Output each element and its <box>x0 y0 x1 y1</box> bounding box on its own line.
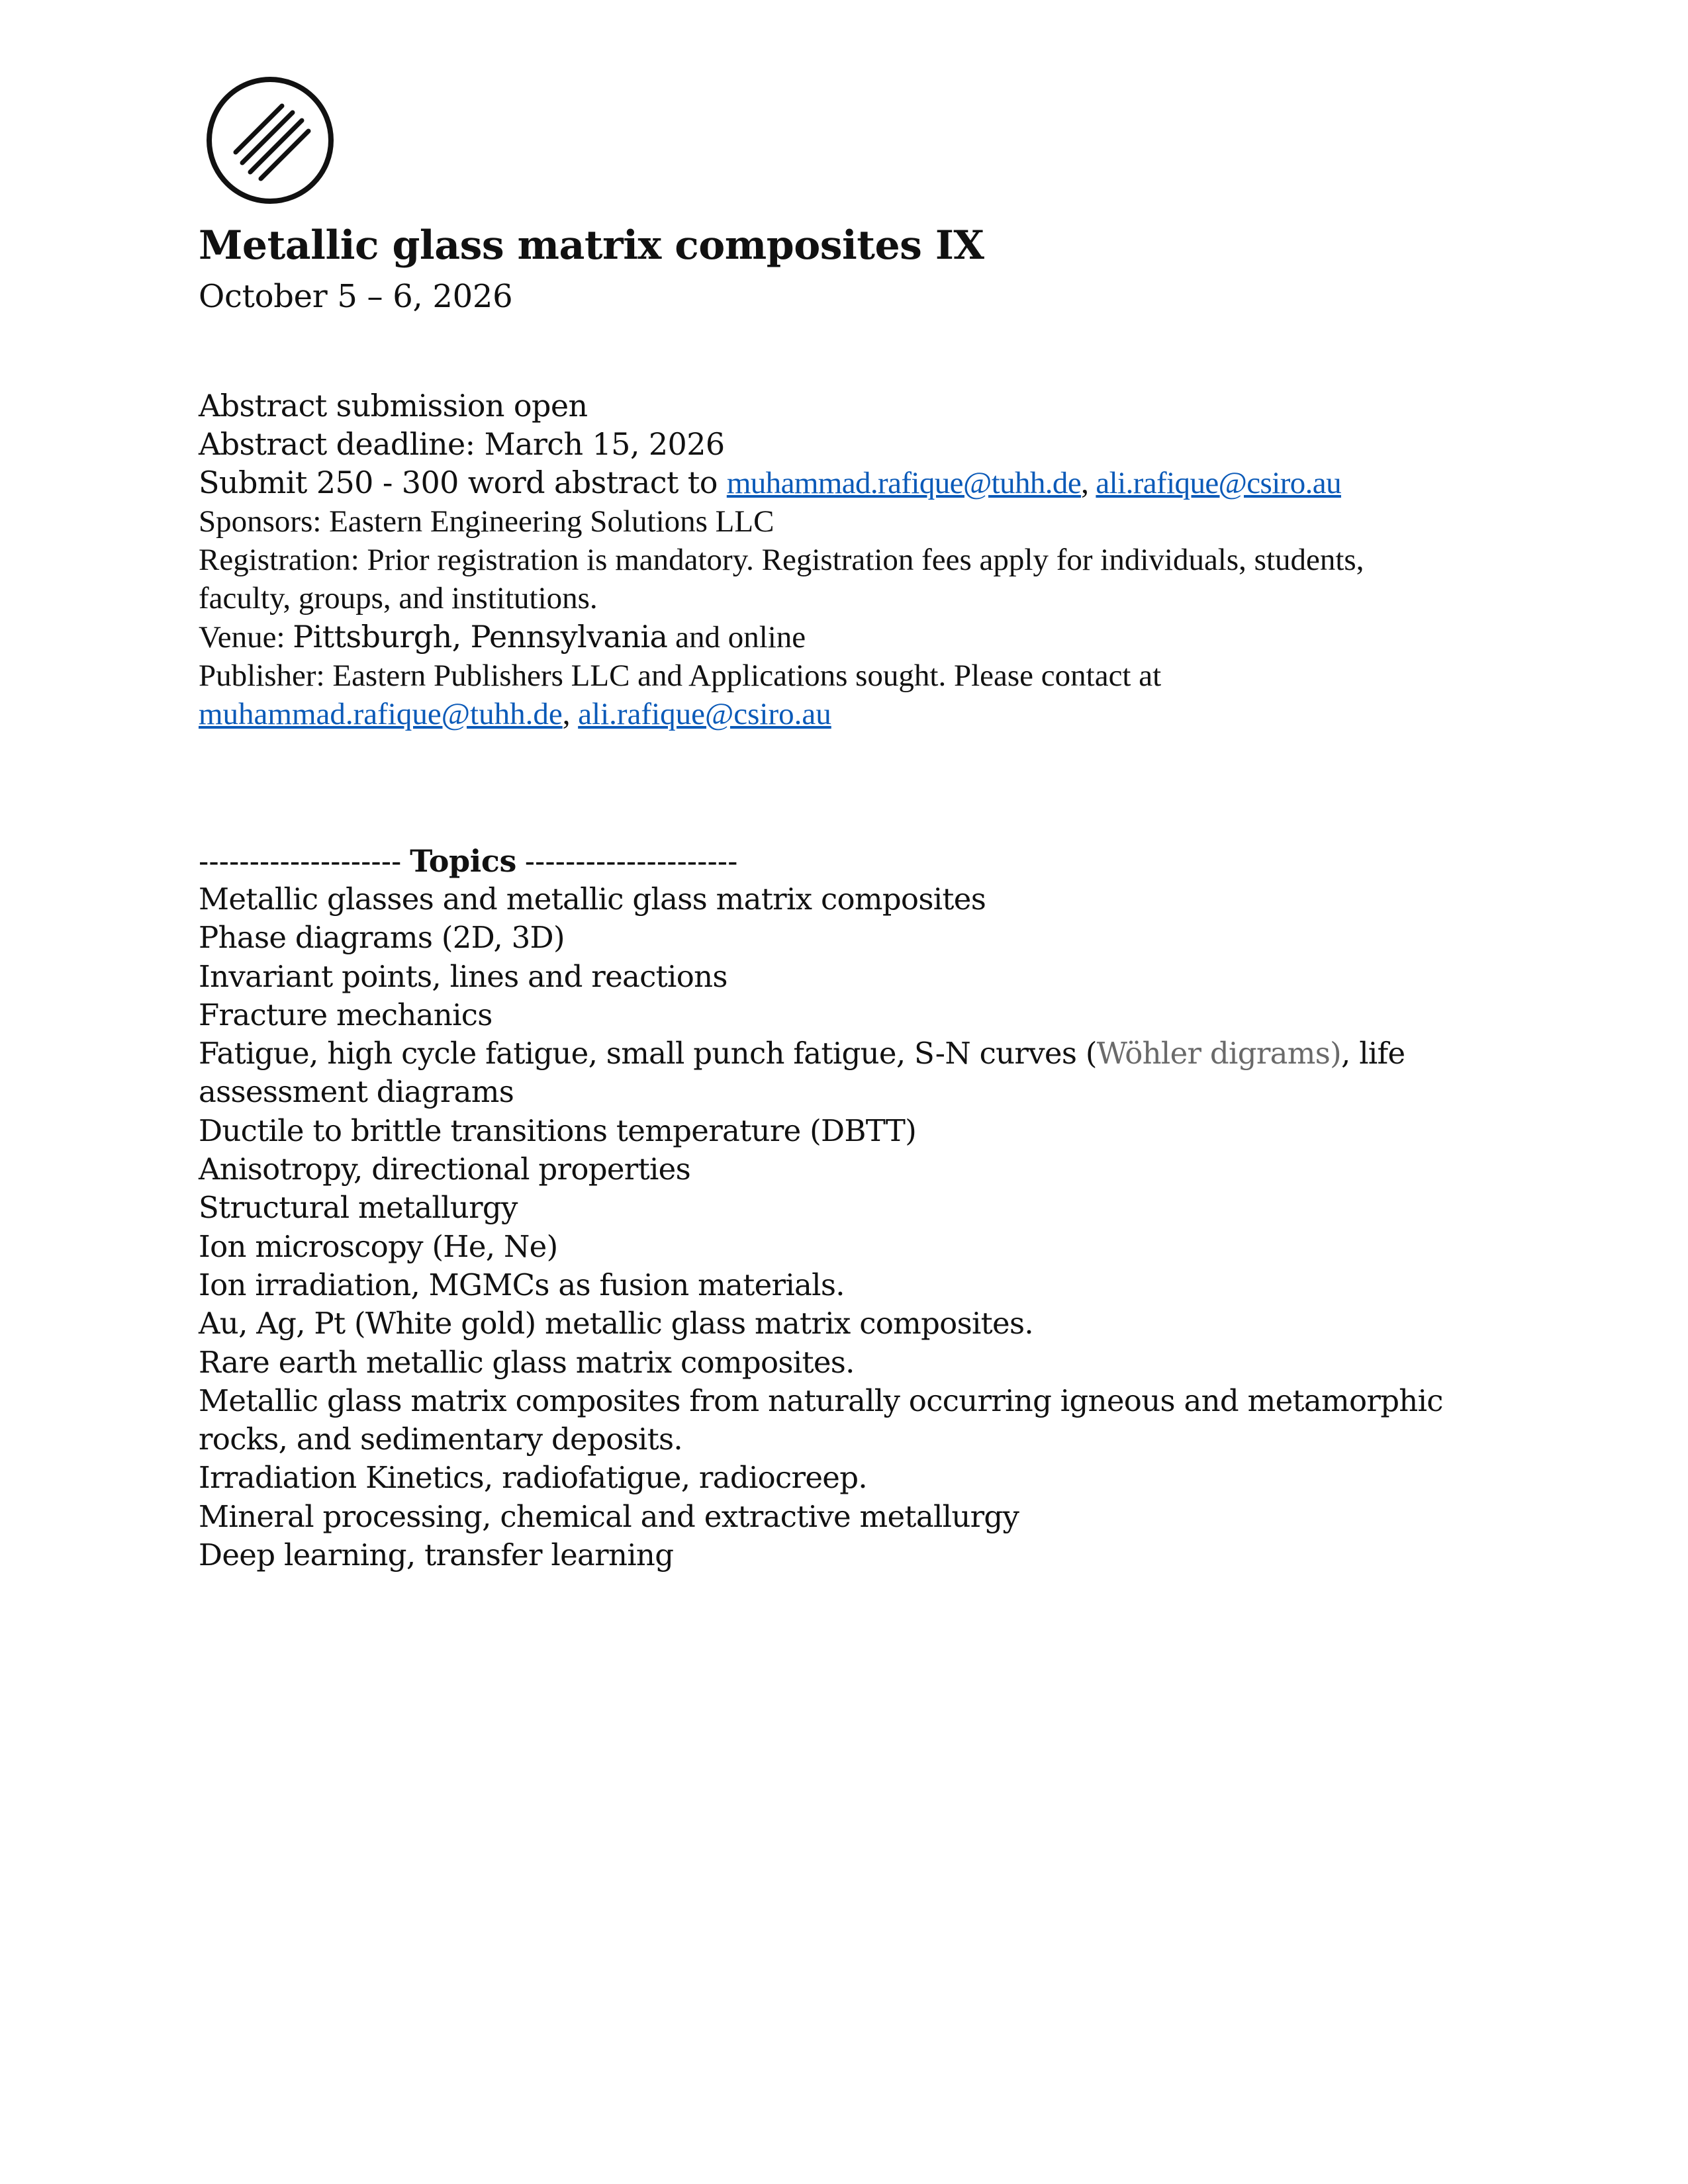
list-item: Metallic glasses and metallic glass matrix composites <box>199 882 986 917</box>
fatigue-gray-text: Wöhler digrams) <box>1096 1036 1341 1071</box>
fatigue-suffix: , life <box>1340 1036 1405 1071</box>
venue-value: Pittsburgh, Pennsylvania <box>293 619 668 655</box>
submit-email-link-1[interactable]: muhammad.rafique@tuhh.de <box>726 466 1082 500</box>
list-item: Deep learning, transfer learning <box>199 1537 674 1573</box>
list-item: Ductile to brittle transitions temperature (DBTT) <box>199 1113 917 1148</box>
list-item-continued: rocks, and sedimentary deposits. <box>199 1422 682 1457</box>
fatigue-text: Fatigue, high cycle fatigue, small punch fatigue, S-N curves ( <box>199 1036 1097 1071</box>
topics-heading <box>199 842 1496 880</box>
submit-instructions <box>199 463 1496 502</box>
list-item-fatigue-continued: assessment diagrams <box>199 1074 514 1110</box>
publisher: Publisher: Eastern Publishers LLC and Applications sought. Please contact at <box>199 659 1162 693</box>
event-info <box>199 387 1496 733</box>
list-item: Ion microscopy (He, Ne) <box>199 1228 558 1264</box>
venue-label: Venue: <box>199 620 293 655</box>
list-item: Fracture mechanics <box>199 997 492 1032</box>
publisher-contacts <box>199 695 1496 733</box>
contact-separator: , <box>562 697 579 731</box>
list-item: Mineral processing, chemical and extractive metallurgy <box>199 1498 1019 1534</box>
topics-divider-left: -------------------- <box>199 844 410 878</box>
conference-logo <box>204 74 336 206</box>
list-item-fatigue <box>199 1034 1496 1073</box>
submission-status: Abstract submission open <box>199 388 588 424</box>
contact-email-link-2[interactable]: ali.rafique@csiro.au <box>578 697 831 731</box>
header <box>199 216 1523 318</box>
sponsors: Sponsors: Eastern Engineering Solutions LLC <box>199 504 774 539</box>
list-item: Phase diagrams (2D, 3D) <box>199 920 565 956</box>
venue <box>199 617 1496 657</box>
abstract-deadline: Abstract deadline: March 15, 2026 <box>199 426 725 462</box>
email-separator: , <box>1081 466 1096 500</box>
event-date: October 5 – 6, 2026 <box>199 278 513 315</box>
list-item: Anisotropy, directional properties <box>199 1152 690 1187</box>
list-item: Au, Ag, Pt (White gold) metallic glass matrix composites. <box>199 1306 1033 1342</box>
topics-divider-right: --------------------- <box>516 844 738 878</box>
circle-diagonal-stripes-logo-icon <box>204 74 336 206</box>
submit-email-link-2[interactable]: ali.rafique@csiro.au <box>1096 466 1341 500</box>
venue-suffix: and online <box>667 620 806 655</box>
topics-title: Topics <box>410 843 516 879</box>
registration-line-1: Registration: Prior registration is mandatory. Registration fees apply for individuals, students, <box>199 543 1364 577</box>
topics-section <box>199 842 1496 1574</box>
list-item: Structural metallurgy <box>199 1190 518 1226</box>
list-item: Invariant points, lines and reactions <box>199 958 727 994</box>
page-title: Metallic glass matrix composites IX <box>199 222 984 269</box>
list-item: Irradiation Kinetics, radiofatigue, radiocreep. <box>199 1460 867 1496</box>
submit-text: Submit 250 - 300 word abstract to <box>199 465 727 500</box>
list-item: Rare earth metallic glass matrix composites. <box>199 1344 855 1380</box>
list-item: Metallic glass matrix composites from naturally occurring igneous and metamorphic <box>199 1383 1443 1418</box>
contact-email-link-1[interactable]: muhammad.rafique@tuhh.de <box>199 697 563 731</box>
list-item: Ion irradiation, MGMCs as fusion materials. <box>199 1267 845 1302</box>
registration-line-2: faculty, groups, and institutions. <box>199 581 598 615</box>
